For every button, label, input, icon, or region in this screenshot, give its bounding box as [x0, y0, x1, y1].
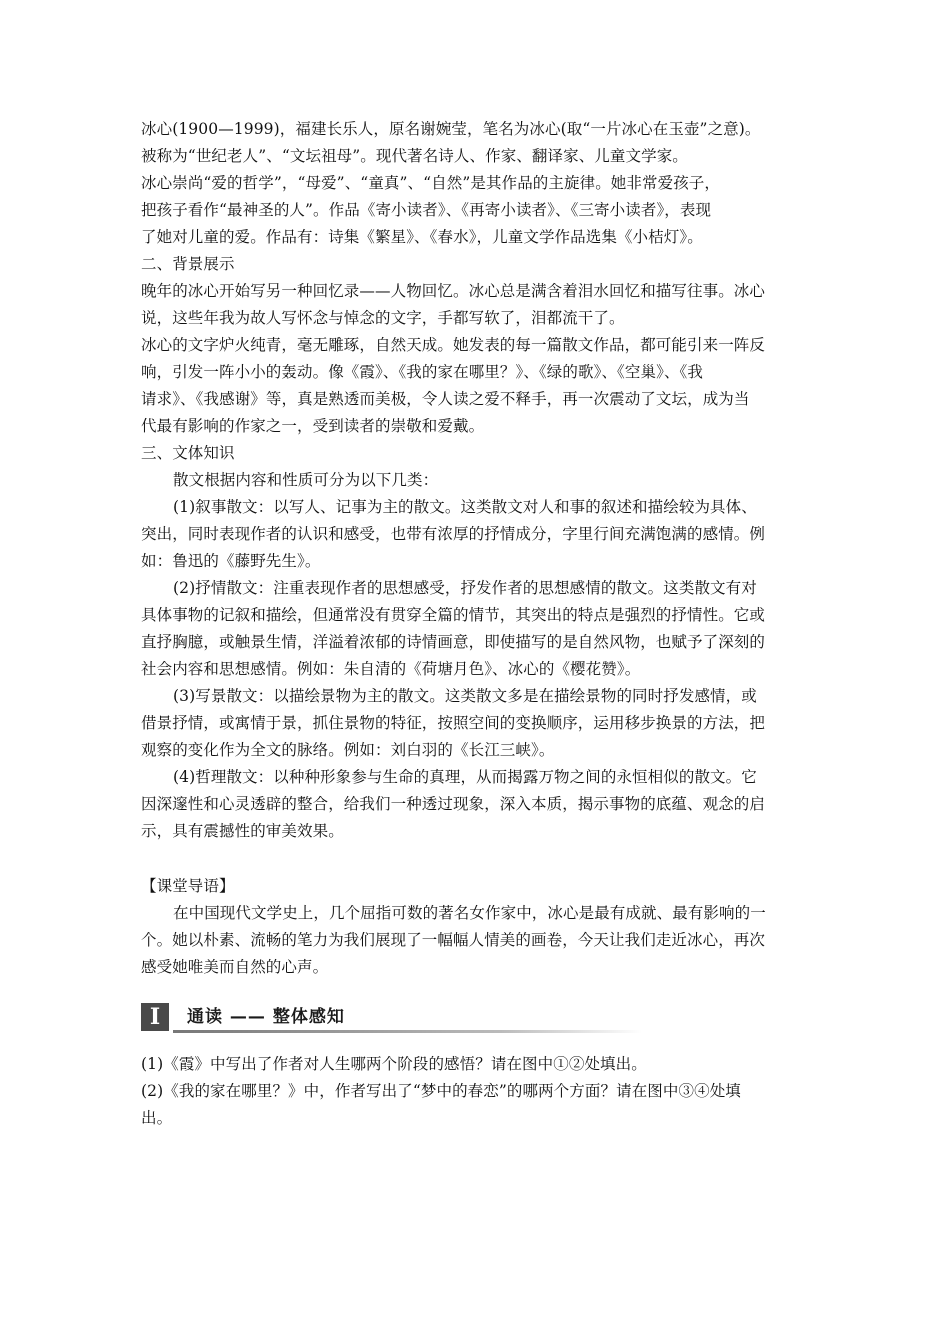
document-page — [141, 116, 812, 1132]
background-line: 响，引发一阵小小的轰动。像《霞》、《我的家在哪里？》、《绿的歌》、《空巢》、《我 — [141, 363, 704, 381]
genre-item-line: 示，具有震撼性的审美效果。 — [141, 822, 344, 840]
question-2-line: 出。 — [141, 1109, 173, 1127]
author-intro — [141, 116, 812, 251]
genre-item-lyrical — [141, 575, 812, 683]
genre-section — [141, 440, 812, 845]
lead-in-line: 感受她唯美而自然的心声。 — [141, 958, 329, 976]
intro-line: 冰心崇尚“爱的哲学”，“母爱”、“童真”、“自然”是其作品的主旋律。她非常爱孩子， — [141, 174, 720, 192]
genre-item-first-line: (2)抒情散文：注重表现作者的思想感受，抒发作者的思想感情的散文。这类散文有对 — [173, 579, 757, 597]
lead-in-heading: 【课堂导语】 — [141, 877, 235, 895]
genre-item-line: 社会内容和思想感情。例如：朱自清的《荷塘月色》、冰心的《樱花赞》。 — [141, 660, 641, 678]
intro-line: 把孩子看作“最神圣的人”。作品《寄小读者》、《再寄小读者》、《三寄小读者》，表现 — [141, 201, 712, 219]
genre-item-line: 直抒胸臆，或触景生情，洋溢着浓郁的诗情画意，即使描写的是自然风物，也赋予了深刻的 — [141, 633, 766, 651]
background-line: 冰心的文字炉火纯青，毫无雕琢，自然天成。她发表的每一篇散文作品，都可能引来一阵反 — [141, 336, 766, 354]
lead-in-first-line: 在中国现代文学史上，几个屈指可数的著名女作家中，冰心是最有成就、最有影响的一 — [173, 904, 766, 922]
background-line: 晚年的冰心开始写另一种回忆录——人物回忆。冰心总是满含着泪水回忆和描写往事。冰心 — [141, 282, 766, 300]
question-2-line: (2)《我的家在哪里？》中，作者写出了“梦中的春恋”的哪两个方面？请在图中③④处填 — [141, 1082, 741, 1100]
intro-line: 冰心(1900—1999)，福建长乐人，原名谢婉莹，笔名为冰心(取“一片冰心在玉壶”之意)。 — [141, 120, 761, 138]
genre-item-line: 因深邃性和心灵透辟的整合，给我们一种透过现象，深入本质，揭示事物的底蕴、观念的启 — [141, 795, 766, 813]
questions-section — [141, 1051, 812, 1132]
background-line: 代最有影响的作家之一，受到读者的崇敬和爱戴。 — [141, 417, 485, 435]
section-banner — [141, 1001, 812, 1035]
genre-item-line: 借景抒情，或寓情于景，抓住景物的特征，按照空间的变换顺序，运用移步换景的方法，把 — [141, 714, 766, 732]
genre-intro: 散文根据内容和性质可分为以下几类： — [173, 471, 439, 489]
background-line: 请求》、《我感谢》等，真是熟透而美极，令人读之爱不释手，再一次震动了文坛，成为当 — [141, 390, 750, 408]
lead-in-section — [141, 873, 812, 981]
genre-item-line: 具体事物的记叙和描绘，但通常没有贯穿全篇的情节，其突出的特点是强烈的抒情性。它或 — [141, 606, 766, 624]
background-section — [141, 251, 812, 440]
genre-item-first-line: (4)哲理散文：以种种形象参与生命的真理，从而揭露万物之间的永恒相似的散文。它 — [173, 768, 757, 786]
section-heading: 三、文体知识 — [141, 444, 235, 462]
genre-item-line: 如：鲁迅的《藤野先生》。 — [141, 552, 321, 570]
genre-item-line: 观察的变化作为全文的脉络。例如：刘白羽的《长江三峡》。 — [141, 741, 555, 759]
spacer — [141, 981, 812, 995]
background-line: 说，这些年我为故人写怀念与悼念的文字，手都写软了，泪都流干了。 — [141, 309, 625, 327]
genre-item-first-line: (3)写景散文：以描绘景物为主的散文。这类散文多是在描绘景物的同时抒发感情，或 — [173, 687, 757, 705]
genre-item-line: 突出，同时表现作者的认识和感受，也带有浓厚的抒情成分，字里行间充满饱满的感情。例 — [141, 525, 766, 543]
spacer — [141, 845, 812, 873]
intro-line: 被称为“世纪老人”、“文坛祖母”。现代著名诗人、作家、翻译家、儿童文学家。 — [141, 147, 688, 165]
question-1: (1)《霞》中写出了作者对人生哪两个阶段的感悟？请在图中①②处填出。 — [141, 1055, 647, 1073]
section-number-badge: I — [141, 1003, 169, 1031]
genre-item-narrative — [141, 494, 812, 575]
section-heading: 二、背景展示 — [141, 255, 235, 273]
section-banner-title: 通读 —— 整体感知 — [187, 1007, 345, 1027]
genre-item-philosophical — [141, 764, 812, 845]
intro-line: 了她对儿童的爱。作品有：诗集《繁星》、《春水》，儿童文学作品选集《小桔灯》。 — [141, 228, 703, 246]
lead-in-line: 个。她以朴素、流畅的笔力为我们展现了一幅幅人情美的画卷，今天让我们走近冰心，再次 — [141, 931, 766, 949]
genre-item-first-line: (1)叙事散文：以写人、记事为主的散文。这类散文对人和事的叙述和描绘较为具体、 — [173, 498, 757, 516]
genre-item-scenery — [141, 683, 812, 764]
section-banner-rule — [173, 1030, 642, 1033]
